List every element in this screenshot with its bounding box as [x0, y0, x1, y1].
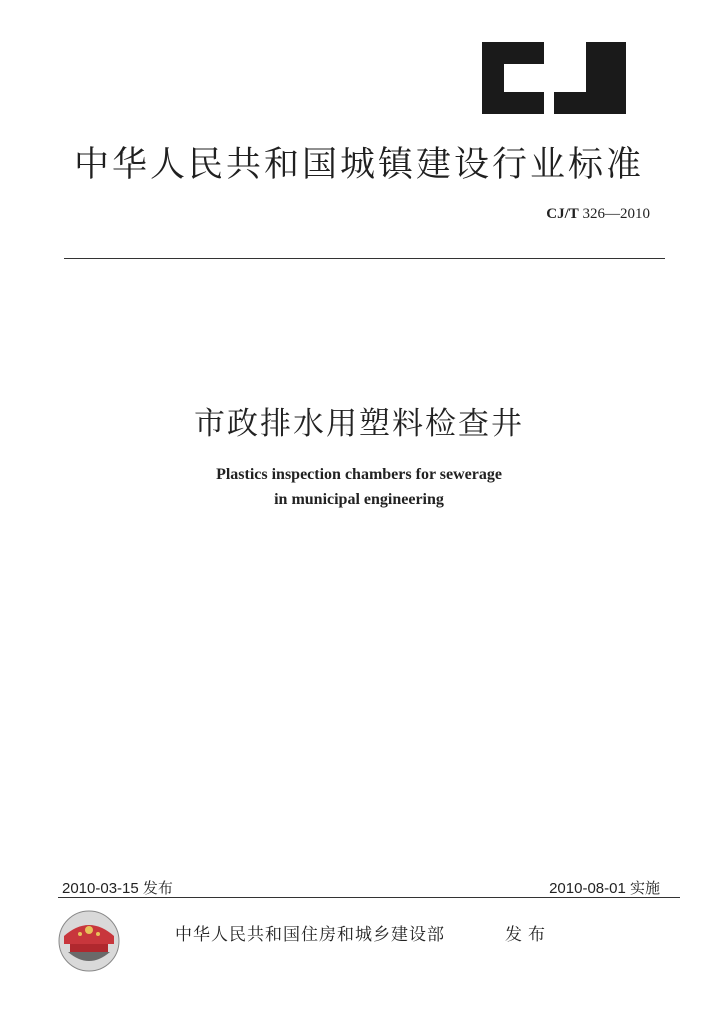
english-title — [0, 462, 718, 512]
header-divider — [64, 258, 665, 259]
publish-label: 发布 — [505, 925, 551, 945]
issue-date: 2010-03-15 发布 — [62, 880, 173, 897]
cj-logo-graphic — [482, 42, 626, 114]
publisher-name: 中华人民共和国住房和城乡建设部 — [175, 925, 445, 945]
emblem-graphic — [58, 910, 120, 972]
emblem-icon — [58, 910, 120, 972]
standard-number — [546, 206, 650, 223]
implementation-date: 2010-08-01 实施 — [549, 880, 660, 897]
standard-year: 326—2010 — [578, 206, 650, 222]
cj-logo — [482, 42, 626, 114]
english-title-line-2: in municipal engineering — [274, 491, 444, 508]
standard-code: CJ/T — [546, 206, 579, 222]
chinese-title: 市政排水用塑料检查井 — [194, 406, 524, 442]
ministry-title: 中华人民共和国城镇建设行业标准 — [73, 145, 644, 185]
footer-divider — [58, 897, 680, 898]
english-title-line-1: Plastics inspection chambers for sewerage — [216, 466, 502, 483]
